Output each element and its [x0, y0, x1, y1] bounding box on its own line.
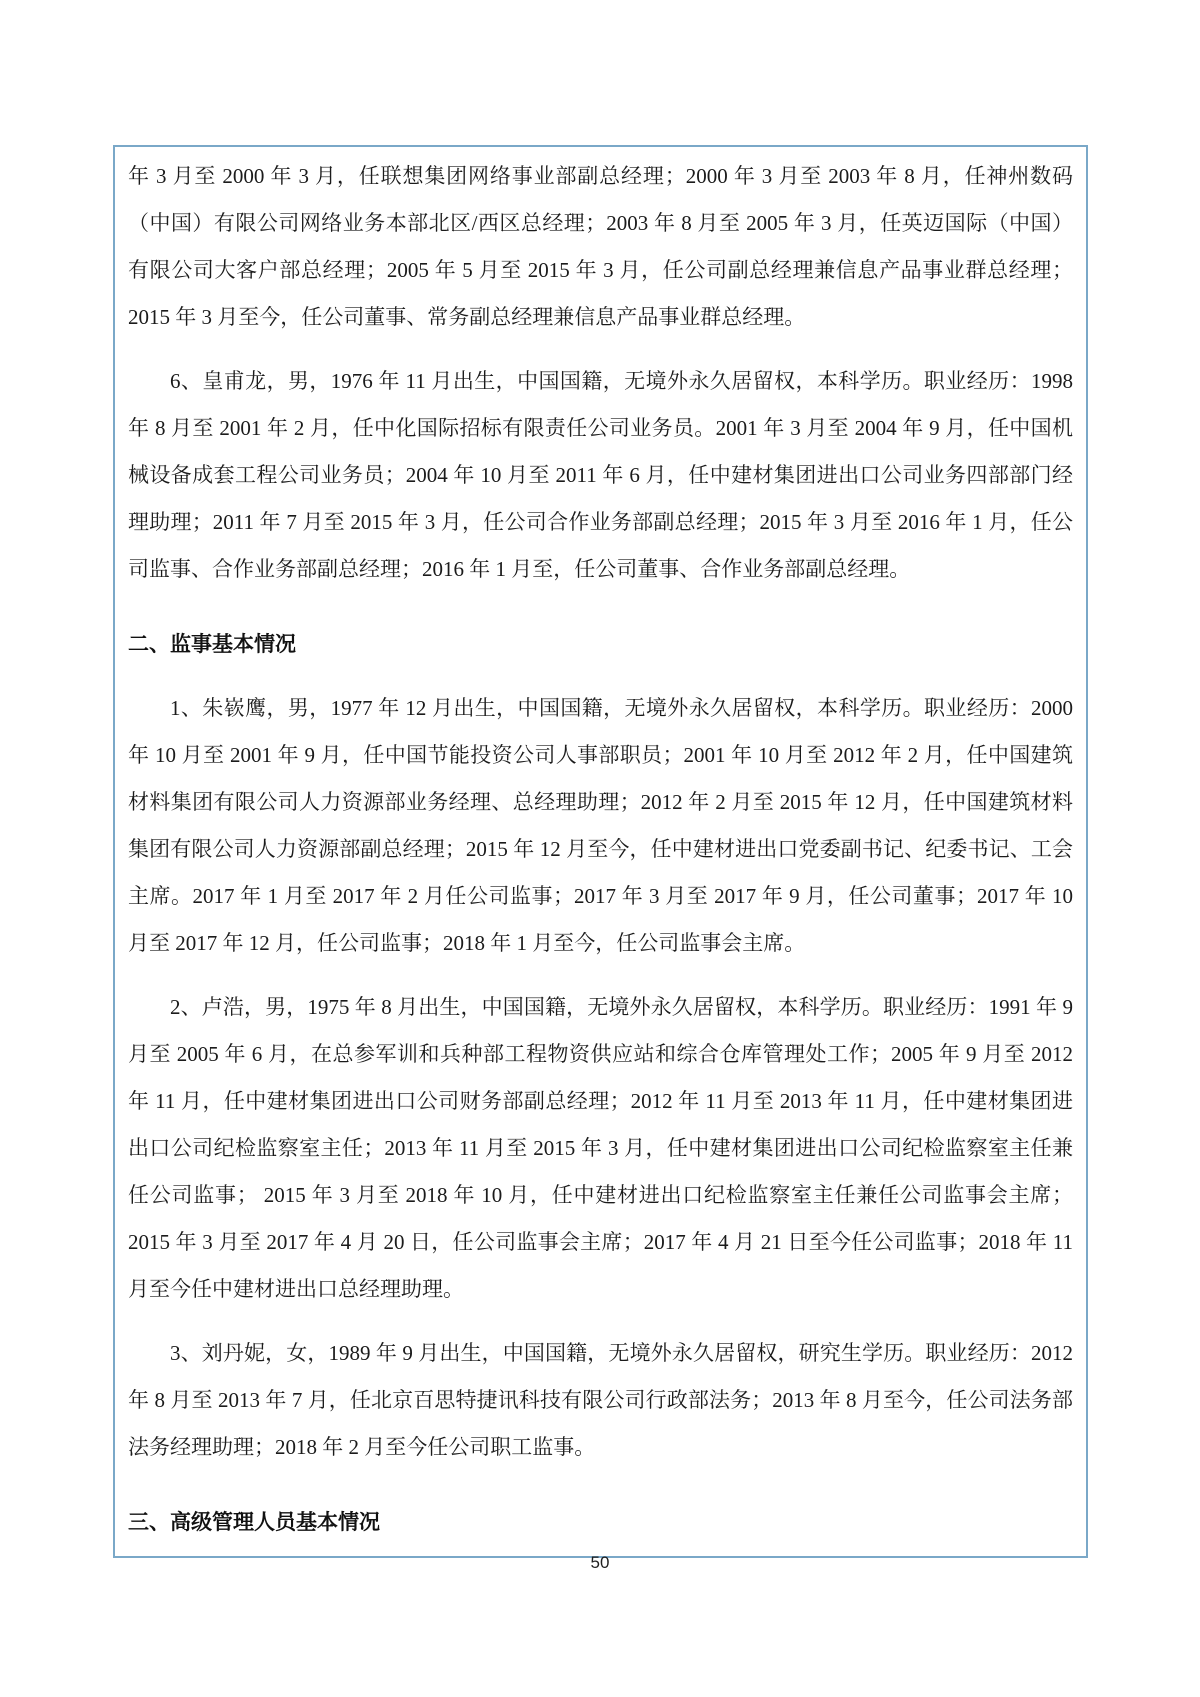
director-6-paragraph: 6、皇甫龙，男，1976 年 11 月出生，中国国籍，无境外永久居留权，本科学历。职业经历：1998 年 8 月至 2001 年 2 月，任中化国际招标有限责任公司业务员。2001 年 3 月至 2004 年 9 月，任中国机械设备成套工程公司业务员；2004 年 10 月至 2011 年 6 月，任中建材集团进出口公司业务四部部门经理助理；2011 年 7 月至 2015 年 3 月，任公司合作业务部副总经理；2015 年 3 月至 2016 年 1 月，任公司监事、合作业务部副总经理；2016 年 1 月至，任公司董事、合作业务部副总经理。 — [128, 369, 1073, 581]
supervisor-2-paragraph: 2、卢浩，男，1975 年 8 月出生，中国国籍，无境外永久居留权，本科学历。职业经历：1991 年 9 月至 2005 年 6 月，在总参军训和兵种部工程物资供应站和综合仓库管理处工作；2005 年 9 月至 2012 年 11 月，任中建材集团进出口公司财务部副总经理；2012 年 11 月至 2013 年 11 月，任中建材集团进出口公司纪检监察室主任；2013 年 11 月至 2015 年 3 月，任中建材集团进出口公司纪检监察室主任兼任公司监事； 2015 年 3 月至 2018 年 10 月，任中建材进出口纪检监察室主任兼任公司监事会主席；2015 年 3 月至 2017 年 4 月 20 日，任公司监事会主席；2017 年 4 月 21 日至今任公司监事；2018 年 11 月至今任中建材进出口总经理助理。 — [128, 995, 1073, 1301]
page-text-frame — [113, 145, 1088, 1558]
section-heading-senior-management: 三、高级管理人员基本情况 — [128, 1510, 380, 1534]
section-heading-supervisors: 二、监事基本情况 — [128, 632, 296, 656]
page-number: 50 — [590, 1553, 610, 1572]
supervisor-1-paragraph: 1、朱嵚鹰，男，1977 年 12 月出生，中国国籍，无境外永久居留权，本科学历。职业经历：2000 年 10 月至 2001 年 9 月，任中国节能投资公司人事部职员；2001 年 10 月至 2012 年 2 月，任中国建筑材料集团有限公司人力资源部业务经理、总经理助理；2012 年 2 月至 2015 年 12 月，任中国建筑材料集团有限公司人力资源部副总经理；2015 年 12 月至今，任中建材进出口党委副书记、纪委书记、工会主席。2017 年 1 月至 2017 年 2 月任公司监事；2017 年 3 月至 2017 年 9 月，任公司董事；2017 年 10 月至 2017 年 12 月，任公司监事；2018 年 1 月至今，任公司监事会主席。 — [128, 696, 1073, 955]
career-paragraph-continuation: 年 3 月至 2000 年 3 月，任联想集团网络事业部副总经理；2000 年 3 月至 2003 年 8 月，任神州数码（中国）有限公司网络业务本部北区/西区总经理；2003 年 8 月至 2005 年 3 月，任英迈国际（中国）有限公司大客户部总经理；2005 年 5 月至 2015 年 3 月，任公司副总经理兼信息产品事业群总经理；2015 年 3 月至今，任公司董事、常务副总经理兼信息产品事业群总经理。 — [128, 164, 1073, 329]
supervisor-3-paragraph: 3、刘丹妮，女，1989 年 9 月出生，中国国籍，无境外永久居留权，研究生学历。职业经历：2012 年 8 月至 2013 年 7 月，任北京百思特捷讯科技有限公司行政部法务；2013 年 8 月至今，任公司法务部法务经理助理；2018 年 2 月至今任公司职工监事。 — [128, 1341, 1073, 1459]
